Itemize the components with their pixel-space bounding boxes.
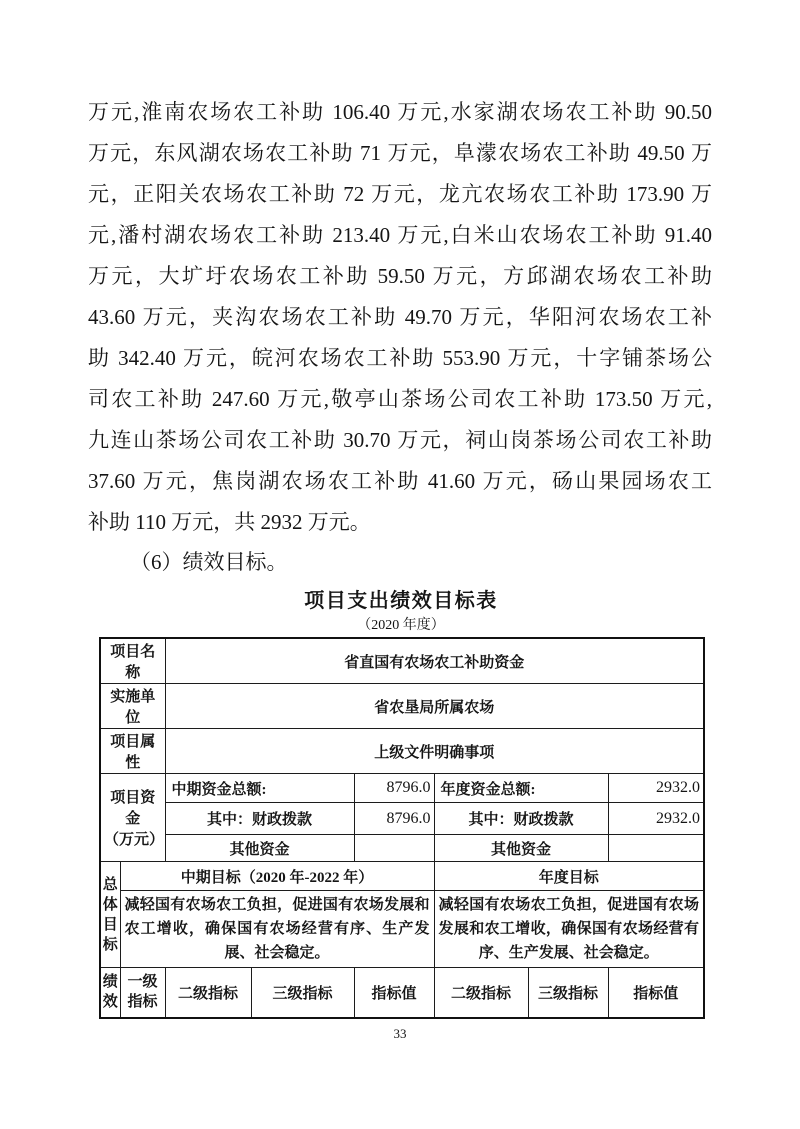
paragraph-line: 元，正阳关农场农工补助 72 万元，龙亢农场农工补助 173.90 万 <box>88 182 712 206</box>
table-row <box>100 862 704 891</box>
table-subtitle: （2020 年度） <box>357 618 445 633</box>
mid-total-label-cell: 中期资金总额: <box>165 774 354 803</box>
mid-total-value-cell: 8796.0 <box>354 774 434 803</box>
annual-total-label-cell: 年度资金总额: <box>434 774 608 803</box>
annual-fiscal-label-cell: 其中：财政拨款 <box>434 803 608 835</box>
paragraph-line: 元,潘村湖农场农工补助 213.40 万元,白米山农场农工补助 91.40 <box>88 223 712 247</box>
annual-indicator-value-header-cell: 指标值 <box>608 968 704 1018</box>
annual-goal-text-cell: 减轻国有农场农工负担，促进国有农场发展和农工增收，确保国有农场经营有序、生产发展、社会稳定。 <box>434 891 704 968</box>
paragraph-line: 司农工补助 247.60 万元,敬亭山茶场公司农工补助 173.50 万元, <box>88 387 712 411</box>
paragraph-line: 37.60 万元，焦岗湖农场农工补助 41.60 万元，砀山果园场农工 <box>88 469 712 493</box>
annual-goal-header-cell: 年度目标 <box>434 862 704 891</box>
paragraph-line: 万元，大圹圩农场农工补助 59.50 万元，方邱湖农场农工补助 <box>88 264 712 288</box>
table-row <box>100 638 704 684</box>
annual-other-value-cell <box>608 835 704 862</box>
table-title: 项目支出绩效目标表 <box>304 590 498 612</box>
table-row <box>100 968 704 1018</box>
level1-indicator-header-cell: 一级指标 <box>120 968 165 1018</box>
project-funds-label-cell <box>100 774 165 862</box>
table-row <box>100 803 704 835</box>
paragraph-line: 43.60 万元，夹沟农场农工补助 49.70 万元，华阳河农场农工补 <box>88 305 712 329</box>
project-attribute-label-cell: 项目属性 <box>100 729 165 774</box>
implementing-unit-label-cell: 实施单位 <box>100 684 165 729</box>
implementing-unit-value-cell: 省农垦局所属农场 <box>165 684 704 729</box>
paragraph-line: 补助 110 万元，共 2932 万元。 <box>88 510 371 534</box>
table-row <box>100 835 704 862</box>
table-row <box>100 891 704 968</box>
annual-level3-indicator-header-cell: 三级指标 <box>528 968 608 1018</box>
paragraph-line: 万元,淮南农场农工补助 106.40 万元,水家湖农场农工补助 90.50 <box>88 100 712 124</box>
mid-fiscal-value-cell: 8796.0 <box>354 803 434 835</box>
paragraph-line: 万元，东风湖农场农工补助 71 万元，阜濛农场农工补助 49.50 万 <box>88 141 712 165</box>
paragraph-line: 助 342.40 万元，皖河农场农工补助 553.90 万元，十字铺茶场公 <box>88 346 712 370</box>
page-number: 33 <box>393 1026 407 1041</box>
overall-goal-row-label-cell: 总体目标 <box>100 862 120 968</box>
table-row <box>100 684 704 729</box>
mid-goal-header-cell: 中期目标（2020 年-2022 年） <box>120 862 434 891</box>
annual-fiscal-value-cell: 2932.0 <box>608 803 704 835</box>
mid-indicator-value-header-cell: 指标值 <box>354 968 434 1018</box>
paragraph-line: 九连山茶场公司农工补助 30.70 万元，祠山岗茶场公司农工补助 <box>88 428 712 452</box>
project-funds-label-line2: （万元） <box>104 832 165 848</box>
mid-other-value-cell <box>354 835 434 862</box>
mid-goal-text-cell: 减轻国有农场农工负担，促进国有农场发展和农工增收，确保国有农场经营有序、生产发展、社会稳定。 <box>120 891 434 968</box>
project-attribute-value-cell: 上级文件明确事项 <box>165 729 704 774</box>
performance-goal-table <box>99 637 705 1019</box>
table-row <box>100 729 704 774</box>
project-name-label-cell: 项目名称 <box>100 638 165 684</box>
mid-other-label-cell: 其他资金 <box>165 835 354 862</box>
mid-fiscal-label-cell: 其中：财政拨款 <box>165 803 354 835</box>
section-heading: （6）绩效目标。 <box>130 550 288 574</box>
mid-level2-indicator-header-cell: 二级指标 <box>165 968 251 1018</box>
annual-total-value-cell: 2932.0 <box>608 774 704 803</box>
performance-row-label-cell: 绩效 <box>100 968 120 1018</box>
project-name-value-cell: 省直国有农场农工补助资金 <box>165 638 704 684</box>
project-funds-label-line1: 项目资金 <box>110 790 156 827</box>
annual-other-label-cell: 其他资金 <box>434 835 608 862</box>
mid-level3-indicator-header-cell: 三级指标 <box>251 968 354 1018</box>
table-row <box>100 774 704 803</box>
annual-level2-indicator-header-cell: 二级指标 <box>434 968 528 1018</box>
body-paragraph <box>88 92 712 543</box>
